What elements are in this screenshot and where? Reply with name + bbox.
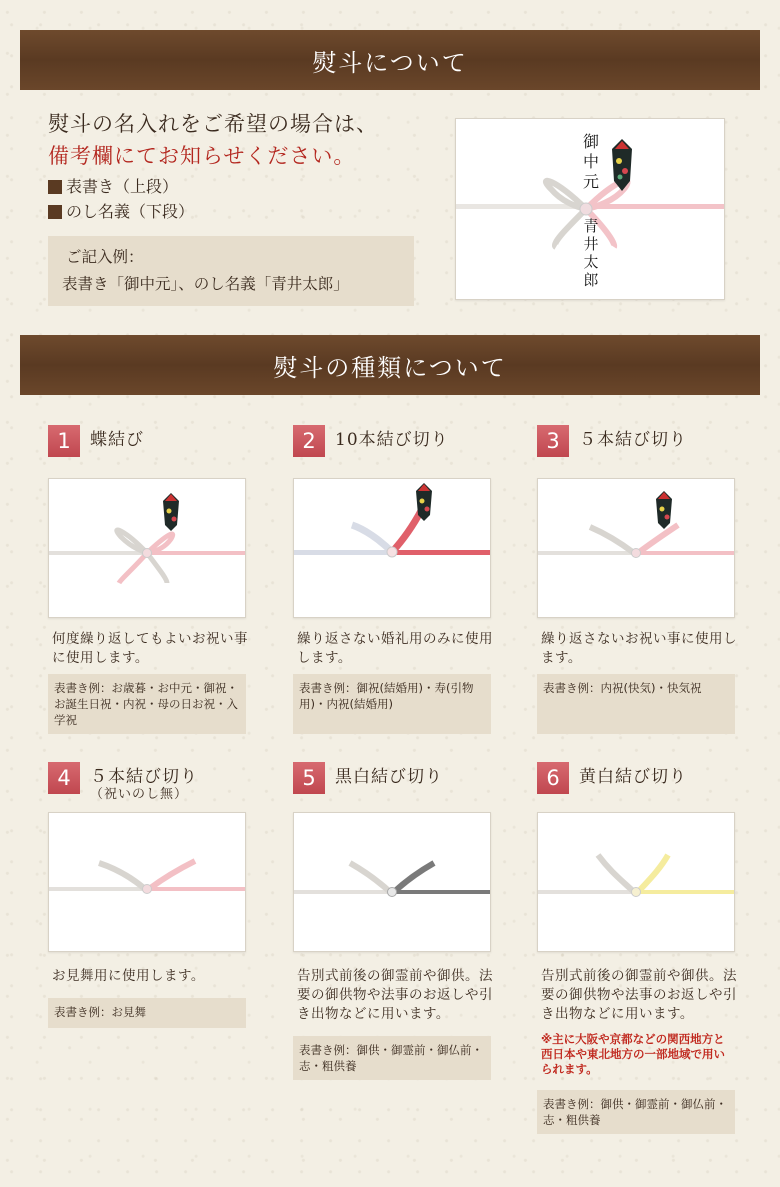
noshi-image (293, 478, 491, 618)
example-label: ご記入例： (66, 248, 144, 266)
noshi-image (48, 478, 246, 618)
card-description: 繰り返さない婚礼用のみに使用します。 (297, 631, 493, 666)
noshi-card-chomusubi (48, 425, 248, 745)
number-badge: 3 (537, 425, 569, 457)
section-title: 熨斗の種類について (273, 353, 507, 382)
noshi-card-5hon (537, 425, 737, 745)
noshi-card-5hon-nashi (48, 762, 248, 1042)
number-badge: 4 (48, 762, 80, 794)
number-badge: 2 (293, 425, 325, 457)
card-description: 告別式前後の御霊前や御供。法要の御供物や法事のお返しや引き出物などに用います。 (541, 968, 737, 1022)
card-example: 表書き例：御供・御霊前・御仏前・志・粗供養 (293, 1036, 491, 1080)
bullet-omotegaki: 表書き（上段） (48, 174, 438, 199)
card-title: ５本結び切り (579, 430, 687, 450)
number-badge: 6 (537, 762, 569, 794)
intro-line-1: 熨斗の名入れをご希望の場合は、 (48, 112, 378, 136)
section-header-noshi (20, 30, 760, 90)
card-title: 10本結び切り (335, 430, 449, 450)
card-title: ５本結び切り (90, 767, 198, 787)
card-note: ※主に大阪や京都などの関西地方と西日本や東北地方の一部地域で用いられます。 (541, 1032, 725, 1076)
card-description: 繰り返さないお祝い事に使用します。 (541, 631, 737, 666)
card-description: お見舞用に使用します。 (52, 968, 205, 984)
section-header-types (20, 335, 760, 395)
card-example: 表書き例：御供・御霊前・御仏前・志・粗供養 (537, 1090, 735, 1134)
bullet-meigi: のし名義（下段） (48, 199, 438, 224)
card-title: 黄白結び切り (579, 767, 687, 787)
noshi-image (537, 478, 735, 618)
card-title: 黒白結び切り (335, 767, 443, 787)
card-example: 表書き例：内祝(快気)・快気祝 (537, 674, 735, 734)
noshi-sample-image (455, 118, 725, 300)
square-bullet-icon (48, 180, 62, 194)
card-subtitle: （祝いのし無） (90, 787, 189, 802)
noshi-card-10hon (293, 425, 493, 745)
card-title: 蝶結び (90, 430, 144, 450)
noshi-image (293, 812, 491, 952)
noshi-card-kurosiro (293, 762, 493, 1082)
card-example: 表書き例：御祝(結婚用)・寿(引物用)・内祝(結婚用) (293, 674, 491, 734)
noshi-image (48, 812, 246, 952)
noshi-image (537, 812, 735, 952)
card-example: 表書き例：お見舞 (48, 998, 246, 1028)
card-description: 何度繰り返してもよいお祝い事に使用します。 (52, 631, 248, 666)
card-example: 表書き例：お歳暮・お中元・御祝・お誕生日祝・内祝・母の日お祝・入学祝 (48, 674, 246, 734)
number-badge: 5 (293, 762, 325, 794)
card-description: 告別式前後の御霊前や御供。法要の御供物や法事のお返しや引き出物などに用います。 (297, 968, 493, 1022)
section-title: 熨斗について (312, 48, 468, 77)
number-badge: 1 (48, 425, 80, 457)
noshi-card-kishiro (537, 762, 737, 1142)
square-bullet-icon (48, 205, 62, 219)
example-box (48, 236, 414, 306)
intro-text (48, 108, 438, 224)
envelope-meigi: 青井太郎 (583, 217, 599, 289)
intro-line-2: 備考欄にてお知らせください。 (48, 144, 356, 168)
envelope-omotegaki: 御中元 (582, 132, 600, 191)
example-text: 表書き「御中元」、のし名義「青井太郎」 (62, 275, 349, 293)
